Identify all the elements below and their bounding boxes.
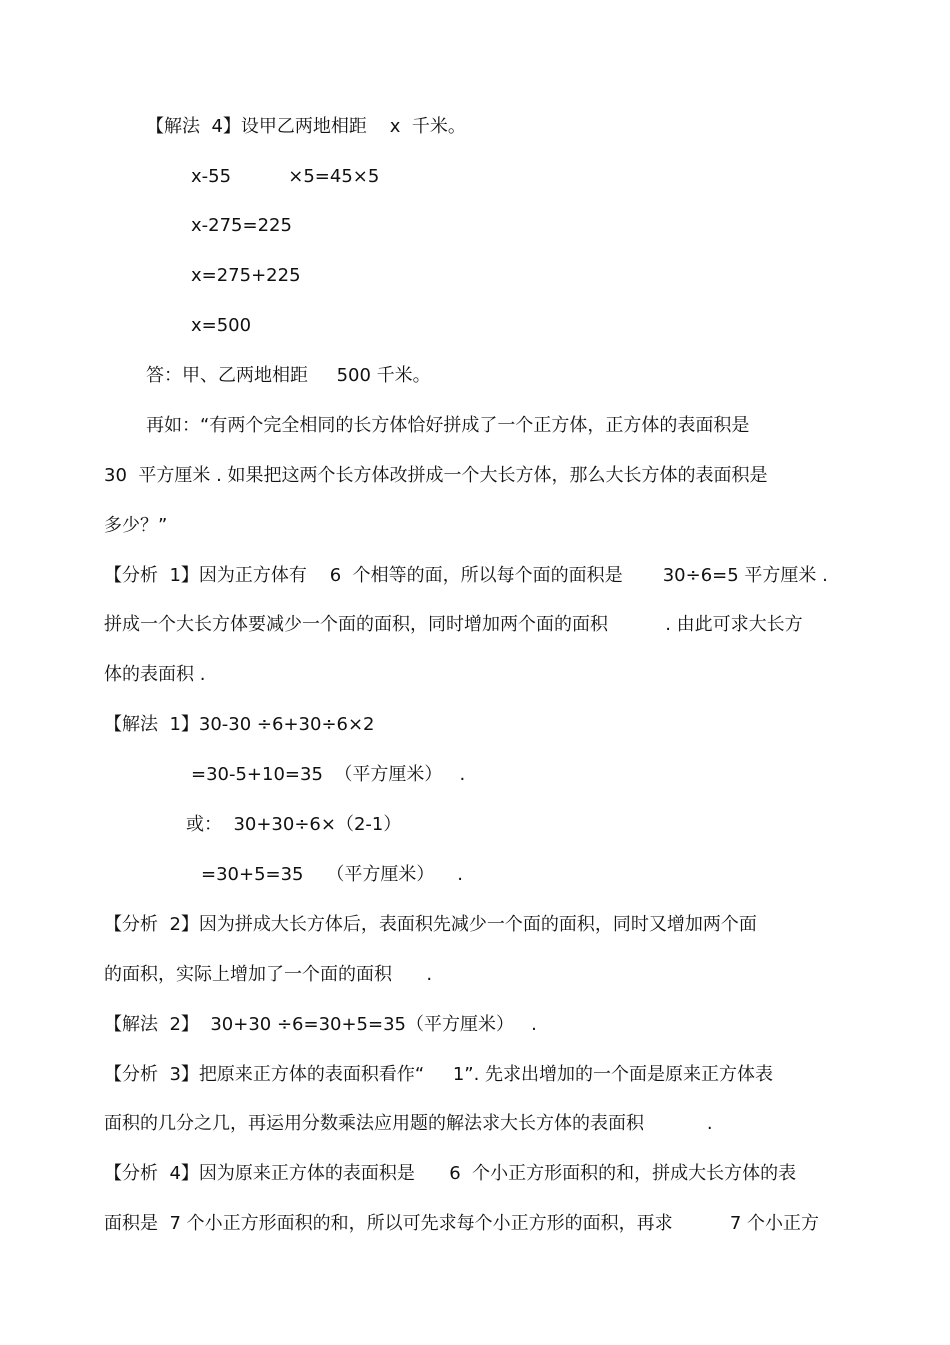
example-question-line: 多少？” <box>104 515 168 536</box>
analysis-3-line: 面积的几分之几，再运用分数乘法应用题的解法求大长方体的表面积 . <box>104 1113 713 1134</box>
analysis-3-line: 【分析 3】把原来正方体的表面积看作“ 1”. 先求出增加的一个面是原来正方体表 <box>104 1064 774 1085</box>
analysis-1-line: 【分析 1】因为正方体有 6 个相等的面，所以每个面的面积是 30÷6=5 平方厘米 . <box>104 565 828 586</box>
solution-1-line: 【解法 1】30-30 ÷6+30÷6×2 <box>104 714 375 735</box>
analysis-1-line: 体的表面积 . <box>104 664 206 685</box>
solution-1-line: =30-5+10=35 （平方厘米） . <box>191 764 466 785</box>
solution-1-line: 或： 30+30÷6×（2-1） <box>186 814 402 835</box>
equation-line: x=500 <box>191 315 252 336</box>
example-question-line: 再如：“有两个完全相同的长方体恰好拼成了一个正方体，正方体的表面积是 <box>146 415 750 436</box>
solution-1-line: =30+5=35 （平方厘米） . <box>201 864 464 885</box>
analysis-2-line: 的面积，实际上增加了一个面的面积 . <box>104 964 433 985</box>
example-question-line: 30 平方厘米 . 如果把这两个长方体改拼成一个大长方体，那么大长方体的表面积是 <box>104 465 768 486</box>
equation-line: x=275+225 <box>191 265 301 286</box>
equation-line: x-275=225 <box>191 215 292 236</box>
analysis-4-line: 面积是 7 个小正方形面积的和，所以可先求每个小正方形的面积，再求 7 个小正方 <box>104 1213 820 1234</box>
analysis-4-line: 【分析 4】因为原来正方体的表面积是 6 个小正方形面积的和，拼成大长方体的表 <box>104 1163 797 1184</box>
answer-line: 答：甲、乙两地相距 500 千米。 <box>146 365 431 386</box>
solution-2-line: 【解法 2】 30+30 ÷6=30+5=35（平方厘米） . <box>104 1014 537 1035</box>
analysis-2-line: 【分析 2】因为拼成大长方体后，表面积先减少一个面的面积，同时又增加两个面 <box>104 914 757 935</box>
analysis-1-line: 拼成一个大长方体要减少一个面的面积，同时增加两个面的面积 . 由此可求大长方 <box>104 614 803 635</box>
equation-line: x-55 ×5=45×5 <box>191 166 380 187</box>
solution-4-heading: 【解法 4】设甲乙两地相距 x 千米。 <box>146 116 466 137</box>
